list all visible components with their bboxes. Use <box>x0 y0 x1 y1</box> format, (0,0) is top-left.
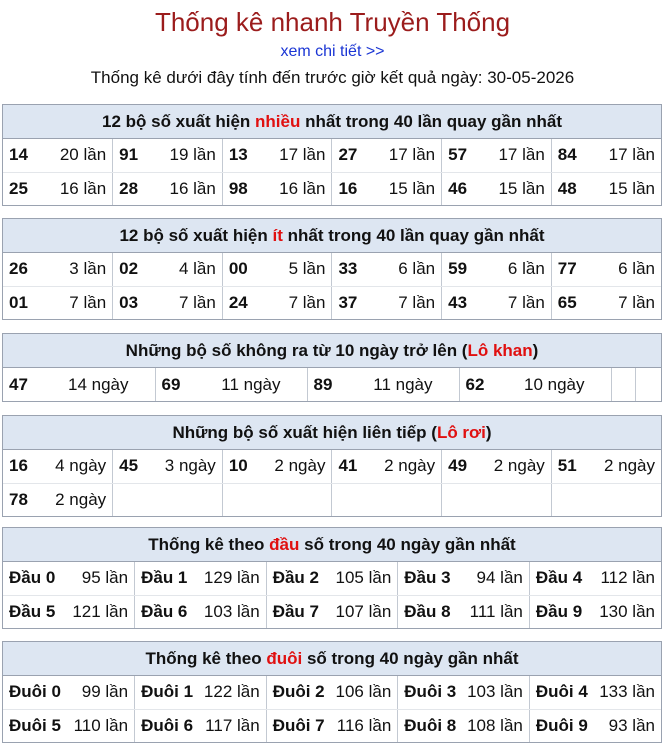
section-title-text: 12 bộ số xuất hiện <box>119 226 273 245</box>
count: 110 lần <box>73 715 129 735</box>
section-title-text: Những bộ số không ra từ 10 ngày trở lên ( <box>125 341 468 360</box>
stat-cell <box>3 172 113 205</box>
stat-cell <box>551 172 661 205</box>
duoi-table <box>3 676 661 742</box>
stat-cell <box>442 450 552 483</box>
count: 6 lần <box>507 259 545 279</box>
stat-cell <box>332 253 442 286</box>
number: 24 <box>228 292 248 312</box>
most-frequent-section <box>2 104 662 206</box>
empty-cell <box>611 368 635 401</box>
section-title-text: số trong 40 ngày gần nhất <box>299 535 516 554</box>
section-title-highlight: nhiều <box>255 112 301 131</box>
stat-cell <box>551 450 661 483</box>
section-header <box>3 642 661 676</box>
stat-cell <box>529 595 661 628</box>
count: 112 lần <box>600 568 655 588</box>
number: 43 <box>448 292 468 312</box>
count: 4 lần <box>178 259 216 279</box>
number: 37 <box>338 292 358 312</box>
empty-cell <box>551 483 661 516</box>
empty-cell <box>635 368 661 401</box>
empty-cell <box>222 483 332 516</box>
section-title-text: Thống kê theo <box>145 649 267 668</box>
stat-cell <box>551 286 661 319</box>
number: 27 <box>338 145 358 165</box>
count: 3 lần <box>69 259 107 279</box>
stat-cell <box>113 450 223 483</box>
head-label: Đầu 1 <box>141 568 188 588</box>
days: 2 ngày <box>603 456 655 476</box>
stat-cell <box>332 450 442 483</box>
count: 7 lần <box>398 292 436 312</box>
head-label: Đầu 5 <box>9 601 56 621</box>
number: 62 <box>465 374 485 394</box>
count: 6 lần <box>398 259 436 279</box>
count: 108 lần <box>467 715 523 735</box>
number: 49 <box>448 456 468 476</box>
stat-cell <box>3 676 135 709</box>
count: 93 lần <box>608 715 655 735</box>
section-title-text: nhất trong 40 lần quay gần nhất <box>300 112 563 131</box>
table-row <box>3 483 661 516</box>
section-title-text: số trong 40 ngày gần nhất <box>302 649 519 668</box>
lo-khan-section <box>2 333 662 402</box>
stat-cell <box>3 483 113 516</box>
section-title-highlight: đuôi <box>266 649 303 668</box>
number: 41 <box>338 456 358 476</box>
count: 105 lần <box>335 568 392 588</box>
days: 14 ngày <box>68 374 129 394</box>
number: 69 <box>161 374 181 394</box>
count: 16 lần <box>59 178 107 198</box>
number: 13 <box>228 145 248 165</box>
stat-cell <box>442 139 552 172</box>
days: 11 ngày <box>221 374 281 394</box>
section-title-text: 12 bộ số xuất hiện <box>101 112 256 131</box>
count: 7 lần <box>288 292 326 312</box>
tail-label: Đuôi 5 <box>9 715 61 735</box>
tail-label: Đuôi 8 <box>404 715 457 735</box>
tail-label: Đuôi 4 <box>535 682 588 702</box>
section-header <box>3 219 661 253</box>
count: 95 lần <box>81 568 129 588</box>
count: 121 lần <box>72 601 129 621</box>
number: 03 <box>119 292 139 312</box>
stat-cell <box>113 286 223 319</box>
stat-cell <box>222 172 332 205</box>
stat-cell <box>398 709 530 742</box>
head-label: Đầu 4 <box>535 568 583 588</box>
table-row <box>3 139 661 172</box>
number: 28 <box>119 178 139 198</box>
count: 130 lần <box>599 601 655 621</box>
table-row <box>3 595 661 628</box>
stat-cell <box>222 450 332 483</box>
number: 16 <box>338 178 358 198</box>
stat-cell <box>398 676 530 709</box>
stat-cell <box>459 368 611 401</box>
count: 129 lần <box>203 568 260 588</box>
section-title-highlight: ít <box>272 226 283 245</box>
tail-label: Đuôi 1 <box>141 682 194 702</box>
count: 111 lần <box>469 601 523 621</box>
count: 107 lần <box>335 601 392 621</box>
number: 48 <box>557 178 577 198</box>
stat-cell <box>398 562 530 595</box>
count: 94 lần <box>476 568 523 588</box>
lo-khan-table <box>3 368 661 401</box>
stat-cell <box>551 253 661 286</box>
stat-cell <box>222 139 332 172</box>
tail-label: Đuôi 6 <box>141 715 194 735</box>
stat-cell <box>332 139 442 172</box>
head-label: Đầu 9 <box>535 601 583 621</box>
stat-cell <box>135 676 267 709</box>
number: 77 <box>557 259 577 279</box>
count: 106 lần <box>335 682 392 702</box>
count: 7 lần <box>618 292 655 312</box>
head-label: Đầu 0 <box>9 568 56 588</box>
number: 51 <box>557 456 577 476</box>
number: 89 <box>313 374 333 394</box>
head-label: Đầu 2 <box>272 568 319 588</box>
stat-cell <box>3 709 135 742</box>
stat-cell <box>135 562 267 595</box>
section-title-highlight: đầu <box>269 535 300 554</box>
stat-cell <box>266 595 398 628</box>
count: 133 lần <box>599 682 655 702</box>
least-frequent-table <box>3 253 661 319</box>
number: 98 <box>228 178 248 198</box>
count: 7 lần <box>507 292 545 312</box>
stat-cell <box>155 368 307 401</box>
stat-cell <box>3 139 113 172</box>
number: 25 <box>9 178 28 198</box>
stat-cell <box>307 368 459 401</box>
stat-cell <box>529 676 661 709</box>
days: 2 ngày <box>274 456 326 476</box>
number: 57 <box>448 145 468 165</box>
stat-cell <box>332 286 442 319</box>
stat-cell <box>266 709 398 742</box>
stat-cell <box>529 709 661 742</box>
days: 11 ngày <box>373 374 433 394</box>
section-title-highlight: Lô khan <box>467 341 533 360</box>
table-row <box>3 368 661 401</box>
section-title-text: Những bộ số xuất hiện liên tiếp ( <box>172 423 437 442</box>
lo-roi-section <box>2 415 662 517</box>
count: 7 lần <box>178 292 216 312</box>
stat-cell <box>222 286 332 319</box>
number: 84 <box>557 145 577 165</box>
table-row <box>3 709 661 742</box>
tail-label: Đuôi 3 <box>404 682 457 702</box>
table-row <box>3 562 661 595</box>
number: 59 <box>448 259 468 279</box>
days: 3 ngày <box>164 456 216 476</box>
number: 65 <box>557 292 577 312</box>
lo-roi-table <box>3 450 661 516</box>
section-title-highlight: Lô rơi <box>436 423 486 442</box>
tail-label: Đuôi 9 <box>535 715 588 735</box>
number: 26 <box>9 259 28 279</box>
count: 17 lần <box>279 145 326 165</box>
count: 16 lần <box>279 178 326 198</box>
stat-cell <box>442 253 552 286</box>
number: 46 <box>448 178 468 198</box>
number: 91 <box>119 145 139 165</box>
table-row <box>3 450 661 483</box>
stat-cell <box>135 595 267 628</box>
count: 15 lần <box>498 178 545 198</box>
count: 122 lần <box>203 682 260 702</box>
days: 2 ngày <box>384 456 436 476</box>
days: 10 ngày <box>524 374 585 394</box>
stat-cell <box>266 562 398 595</box>
count: 15 lần <box>608 178 655 198</box>
empty-cell <box>442 483 552 516</box>
empty-cell <box>113 483 223 516</box>
number: 14 <box>9 145 28 165</box>
least-frequent-section <box>2 218 662 320</box>
number: 01 <box>9 292 28 312</box>
count: 103 lần <box>203 601 260 621</box>
count: 19 lần <box>169 145 216 165</box>
dau-table <box>3 562 661 628</box>
table-row <box>3 286 661 319</box>
dau-section <box>2 527 662 629</box>
stat-cell <box>398 595 530 628</box>
stat-cell <box>3 368 155 401</box>
stat-cell <box>332 172 442 205</box>
empty-cell <box>332 483 442 516</box>
stat-cell <box>3 562 135 595</box>
days: 4 ngày <box>55 456 107 476</box>
stat-cell <box>551 139 661 172</box>
count: 20 lần <box>59 145 107 165</box>
count: 17 lần <box>608 145 655 165</box>
table-row <box>3 676 661 709</box>
count: 7 lần <box>69 292 107 312</box>
count: 117 lần <box>205 715 260 735</box>
number: 02 <box>119 259 139 279</box>
count: 5 lần <box>288 259 326 279</box>
count: 15 lần <box>388 178 436 198</box>
section-header <box>3 334 661 368</box>
days: 2 ngày <box>55 489 107 509</box>
count: 116 lần <box>336 715 392 735</box>
number: 16 <box>9 456 28 476</box>
count: 99 lần <box>81 682 129 702</box>
head-label: Đầu 3 <box>404 568 451 588</box>
count: 17 lần <box>498 145 545 165</box>
count: 103 lần <box>467 682 523 702</box>
stat-cell <box>113 253 223 286</box>
duoi-section <box>2 641 662 743</box>
number: 33 <box>338 259 358 279</box>
stat-cell <box>113 172 223 205</box>
count: 6 lần <box>618 259 655 279</box>
section-header <box>3 528 661 562</box>
stat-cell <box>3 450 113 483</box>
head-label: Đầu 6 <box>141 601 188 621</box>
number: 10 <box>228 456 248 476</box>
head-label: Đầu 7 <box>272 601 319 621</box>
table-row <box>3 172 661 205</box>
stat-cell <box>113 139 223 172</box>
section-header <box>3 416 661 450</box>
section-title-text: Thống kê theo <box>148 535 270 554</box>
stat-cell <box>442 172 552 205</box>
stat-cell <box>266 676 398 709</box>
most-frequent-table <box>3 139 661 205</box>
number: 78 <box>9 489 28 509</box>
tail-label: Đuôi 0 <box>9 682 61 702</box>
number: 47 <box>9 374 28 394</box>
stat-cell <box>529 562 661 595</box>
stat-cell <box>3 595 135 628</box>
section-title-text: ) <box>485 423 492 442</box>
number: 00 <box>228 259 248 279</box>
tail-label: Đuôi 2 <box>272 682 325 702</box>
stat-cell <box>135 709 267 742</box>
section-title-text: nhất trong 40 lần quay gần nhất <box>282 226 545 245</box>
head-label: Đầu 8 <box>404 601 451 621</box>
page-title: Thống kê nhanh Truyền Thống <box>154 7 511 37</box>
section-title-text: ) <box>532 341 539 360</box>
number: 45 <box>119 456 139 476</box>
stat-cell <box>3 253 113 286</box>
count: 17 lần <box>388 145 436 165</box>
days: 2 ngày <box>493 456 545 476</box>
table-row <box>3 253 661 286</box>
page-subtitle: Thống kê dưới đây tính đến trước giờ kết quả ngày: 30-05-2026 <box>90 68 575 87</box>
stat-cell <box>222 253 332 286</box>
tail-label: Đuôi 7 <box>272 715 325 735</box>
stat-cell <box>3 286 113 319</box>
detail-link[interactable]: xem chi tiết >> <box>280 43 385 60</box>
count: 16 lần <box>169 178 216 198</box>
stat-cell <box>442 286 552 319</box>
section-header <box>3 105 661 139</box>
